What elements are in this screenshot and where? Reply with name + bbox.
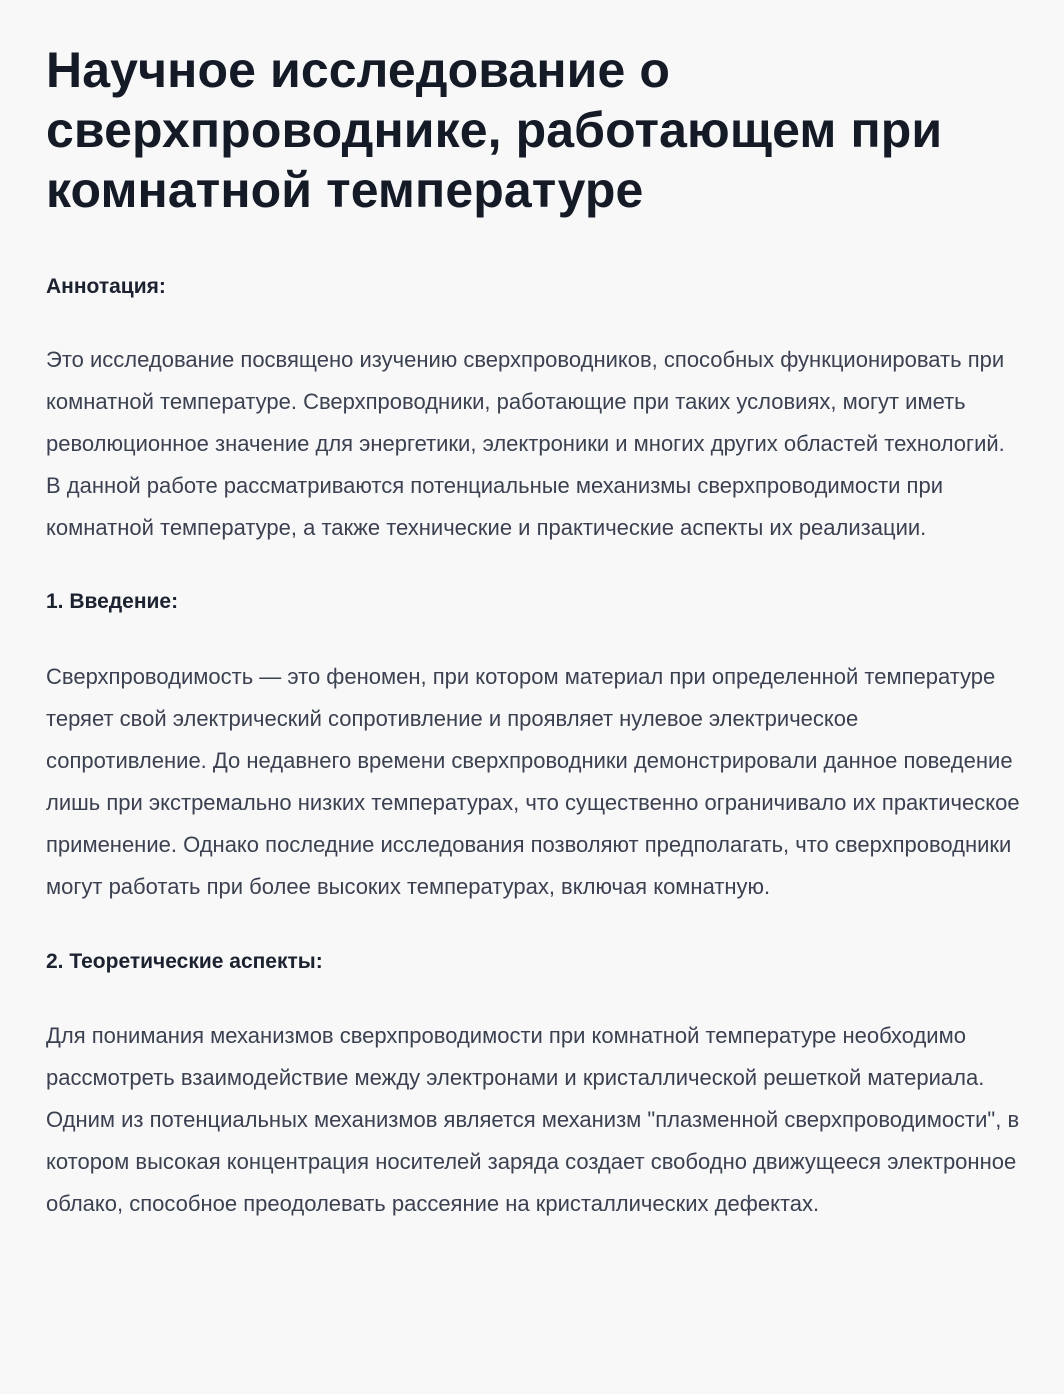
page-title: Научное исследование о сверхпроводнике, работающем при комнатной температуре	[46, 42, 943, 218]
section-heading-abstract: Аннотация:	[46, 275, 166, 298]
abstract-paragraph: Это исследование посвящено изучению сверхпроводников, способных функционировать при комнатной температуре. Сверхпроводники, работающие при таких условиях, могут иметь революционное значение для энергетики, электроники и многих других областей технологий. В данной работе рассматриваются потенциальные механизмы сверхпроводимости при комнатной температуре, а также технические и практические аспекты их реализации.	[46, 347, 1005, 540]
section-heading-theoretical-aspects: 2. Теоретические аспекты:	[46, 950, 323, 973]
introduction-paragraph: Сверхпроводимость — это феномен, при котором материал при определенной температуре теряет свой электрический сопротивление и проявляет нулевое электрическое сопротивление. До недавнего времени сверхпроводники демонстрировали данное поведение лишь при экстремально низких температурах, что существенно ограничивало их практическое применение. Однако последние исследования позволяют предполагать, что сверхпроводники могут работать при более высоких температурах, включая комнатную.	[46, 664, 1020, 899]
theoretical-aspects-paragraph: Для понимания механизмов сверхпроводимости при комнатной температуре необходимо рассмотреть взаимодействие между электронами и кристаллической решеткой материала. Одним из потенциальных механизмов является механизм "плазменной сверхпроводимости", в котором высокая концентрация носителей заряда создает свободно движущееся электронное облако, способное преодолевать рассеяние на кристаллических дефектах.	[46, 1023, 1020, 1216]
section-heading-introduction: 1. Введение:	[46, 590, 179, 613]
